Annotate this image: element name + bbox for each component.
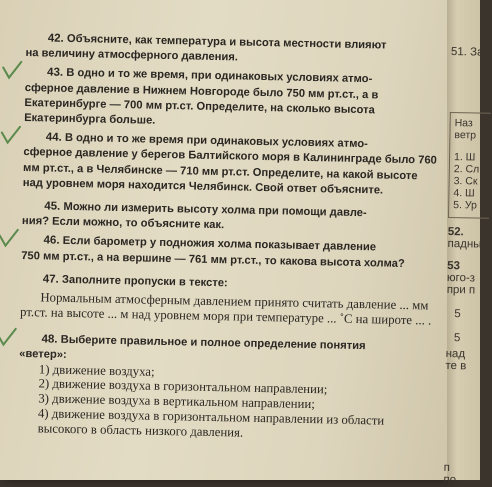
- facing-table-item: 1. Ш: [453, 151, 476, 164]
- question-number: 47.: [42, 273, 59, 286]
- answer-option: 3) движение воздуха в вертикальном направлении;: [38, 391, 315, 412]
- pencil-checkmark: [0, 328, 18, 348]
- question-text-first: Можно ли измерить высоту холма при помощи давле-: [63, 200, 367, 220]
- pencil-checkmark: [0, 229, 20, 249]
- question-text-first: Заполните пропуски в тексте:: [61, 273, 228, 290]
- facing-text: при п: [446, 283, 476, 297]
- facing-table-item: 5. Ур: [453, 199, 478, 212]
- facing-text: над: [445, 347, 466, 361]
- question-text-first: Если барометр у подножия холма показывает давление: [62, 235, 377, 254]
- facing-text: 52.: [447, 225, 464, 239]
- question-text-rest: ния? Если можно, то объясните как.: [21, 215, 225, 232]
- facing-text: падны: [447, 237, 482, 251]
- answer-option: 2) движение воздуха в горизонтальном направлении;: [38, 376, 328, 397]
- facing-question-number: 51. За: [450, 46, 484, 59]
- facing-text: те в: [445, 359, 467, 373]
- question-text-first: Объясните, как температура и высота местности влияют: [66, 32, 387, 52]
- facing-table-header: ветр: [454, 129, 477, 142]
- facing-text: юго-з: [446, 271, 476, 285]
- facing-text: по: [443, 473, 457, 487]
- question-text-rest: сферное давление у берегов Балтийского моря в Калининграде было 760 мм рт.ст., а в Челябинске — 710 мм рт.ст. Определите, на какой высоте над уровнем моря находится Челябинск. Свой ответ объясните.: [22, 146, 437, 197]
- facing-table-item: 4. Ш: [453, 187, 475, 200]
- page-content: [18, 30, 442, 444]
- answer-options: [18, 362, 435, 445]
- question-text-rest: 750 мм рт.ст., а на вершине — 761 мм рт.ст., то какова высота холма?: [21, 249, 405, 270]
- question-number: 48.: [41, 333, 58, 346]
- question-number: 42.: [47, 32, 64, 45]
- facing-table: [448, 112, 491, 219]
- facing-table-item: 3. Ск: [453, 175, 478, 188]
- question-number: 44.: [45, 131, 62, 144]
- question-text-first: В одно и то же время, при одинаковых условиях атмо-: [66, 67, 373, 86]
- answer-option: 1) движение воздуха;: [38, 361, 155, 379]
- question-text-first: В одно и то же время при одинаковых условиях атмо-: [64, 132, 368, 151]
- facing-page-content: [443, 46, 491, 487]
- facing-table-item: 2. Сл: [453, 163, 480, 176]
- question-number: 45.: [44, 200, 61, 213]
- facing-page-edge: [443, 0, 484, 487]
- question-text-first: Выберите правильное и полное определение понятия: [60, 334, 366, 353]
- pencil-checkmark: [1, 61, 23, 81]
- facing-text: 53: [447, 259, 461, 273]
- question-number: 46.: [43, 234, 60, 248]
- question-text-rest: сферное давление в Нижнем Новгороде было 750 мм рт.ст., а в Екатеринбурге — 700 мм рт.ст. Определите, на сколько высота Екатеринбурга больше.: [24, 81, 379, 127]
- question-text-rest: на величину атмосферного давления.: [25, 47, 239, 64]
- question-text-rest: «ветер»:: [19, 348, 67, 362]
- question-44: [23, 129, 440, 199]
- question-43: [24, 64, 441, 134]
- facing-text: 5: [453, 332, 461, 345]
- fill-in-text: Нормальным атмосферным давлением принято считать давление ... мм рт.ст. на высоте ... м над уровнем моря при температуре ... ˚С на широте ... .: [19, 290, 432, 328]
- answer-option: 4) движение воздуха в горизонтальном направлении из области высокого в область низкого давления.: [37, 406, 385, 440]
- facing-text: п: [443, 461, 450, 475]
- facing-table-header: Наз: [454, 117, 473, 130]
- question-number: 43.: [46, 66, 64, 80]
- facing-text: 5: [454, 308, 461, 321]
- pencil-checkmark: [0, 126, 22, 146]
